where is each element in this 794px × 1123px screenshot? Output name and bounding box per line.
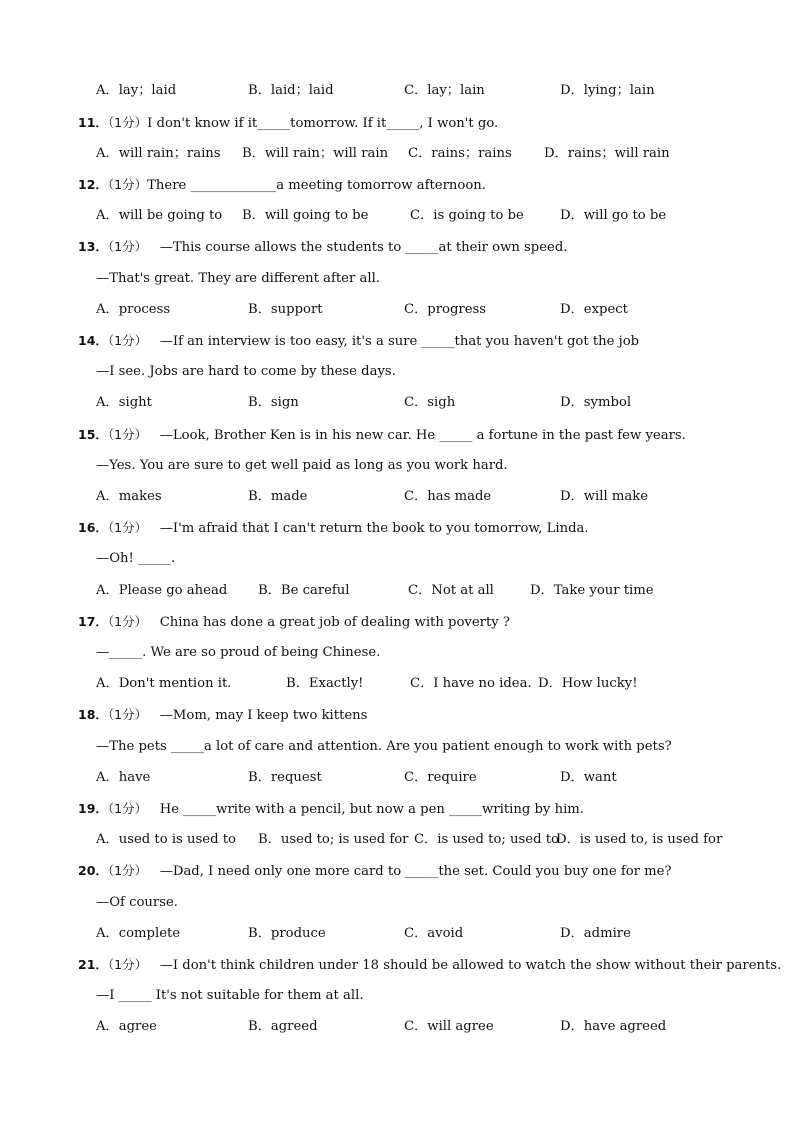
question-points: （1分） <box>107 614 148 629</box>
question-text: —Look, Brother Ken is in his new car. He _____ a fortune in the past few years. <box>159 428 686 443</box>
options-row-q17 <box>96 674 754 694</box>
options-row-q19 <box>96 830 754 850</box>
options-row-q14 <box>96 393 754 413</box>
question-14-reply <box>96 362 754 382</box>
option-c[interactable]: C．is used to; used to <box>414 832 559 847</box>
options-row-q12 <box>96 206 754 226</box>
question-number: 11． <box>78 115 108 130</box>
question-16-stem <box>78 518 754 538</box>
option-d[interactable]: D．lying；lain <box>560 83 655 98</box>
option-d[interactable]: D．have agreed <box>560 1019 667 1034</box>
question-16-reply <box>96 549 754 569</box>
question-number: 15． <box>78 427 108 442</box>
option-c[interactable]: C．rains；rains <box>408 146 512 161</box>
reply-text: —I _____ It's not suitable for them at all. <box>96 988 364 1003</box>
question-21-stem <box>78 955 782 975</box>
question-number: 21． <box>78 957 108 972</box>
question-points: （1分） <box>107 427 148 442</box>
question-18-stem <box>78 705 754 725</box>
option-c[interactable]: C．lay；lain <box>404 83 485 98</box>
option-b[interactable]: B．used to; is used for <box>258 832 409 847</box>
question-text: China has done a great job of dealing with poverty ? <box>159 615 510 630</box>
question-points: （1分） <box>107 177 148 192</box>
option-b[interactable]: B．will rain；will rain <box>242 146 389 161</box>
option-a[interactable]: A．will rain；rains <box>96 146 221 161</box>
option-d[interactable]: D．How lucky! <box>538 676 638 691</box>
question-number: 16． <box>78 520 108 535</box>
question-text: I don't know if it_____tomorrow. If it_____, I won't go. <box>147 116 499 131</box>
question-points: （1分） <box>107 333 148 348</box>
options-row-q21 <box>96 1017 754 1037</box>
option-c[interactable]: C．has made <box>404 489 492 504</box>
option-a[interactable]: A．process <box>96 302 171 317</box>
option-a[interactable]: A．will be going to <box>96 208 223 223</box>
options-row-q16 <box>96 581 754 601</box>
question-text: —Mom, may I keep two kittens <box>159 708 368 723</box>
question-number: 14． <box>78 333 108 348</box>
question-points: （1分） <box>107 957 148 972</box>
question-points: （1分） <box>107 239 148 254</box>
option-d[interactable]: D．symbol <box>560 395 632 410</box>
option-a[interactable]: A．used to is used to <box>96 832 236 847</box>
question-number: 12． <box>78 177 108 192</box>
option-d[interactable]: D．will make <box>560 489 649 504</box>
options-row-q20 <box>96 924 754 944</box>
question-points: （1分） <box>107 520 148 535</box>
question-13-reply <box>96 269 754 289</box>
option-b[interactable]: B．agreed <box>248 1019 318 1034</box>
option-d[interactable]: D．admire <box>560 926 631 941</box>
option-c[interactable]: C．avoid <box>404 926 464 941</box>
option-c[interactable]: C．I have no idea. <box>410 676 532 691</box>
reply-text: —I see. Jobs are hard to come by these days. <box>96 364 396 379</box>
options-row-q11 <box>96 144 754 164</box>
option-d[interactable]: D．will go to be <box>560 208 667 223</box>
question-text: He _____write with a pencil, but now a pen _____writing by him. <box>159 802 584 817</box>
option-a[interactable]: A．agree <box>96 1019 157 1034</box>
reply-text: —Of course. <box>96 895 178 910</box>
option-c[interactable]: C．sigh <box>404 395 456 410</box>
question-17-reply <box>96 643 754 663</box>
question-text: —If an interview is too easy, it's a sure _____that you haven't got the job <box>159 334 640 349</box>
question-18-reply <box>96 737 754 757</box>
option-b[interactable]: B．laid；laid <box>248 83 334 98</box>
option-d[interactable]: D．want <box>560 770 617 785</box>
reply-text: —Oh! _____. <box>96 551 176 566</box>
option-c[interactable]: C．Not at all <box>408 583 494 598</box>
question-text: —This course allows the students to _____at their own speed. <box>159 240 568 255</box>
option-b[interactable]: B．Be careful <box>258 583 350 598</box>
option-a[interactable]: A．complete <box>96 926 181 941</box>
option-c[interactable]: C．require <box>404 770 477 785</box>
question-number: 19． <box>78 801 108 816</box>
option-b[interactable]: B．request <box>248 770 322 785</box>
question-text: —I don't think children under 18 should be allowed to watch the show without their parents. <box>159 958 782 973</box>
options-row-q18 <box>96 768 754 788</box>
options-row-q10 <box>96 81 754 101</box>
question-text: —Dad, I need only one more card to _____the set. Could you buy one for me? <box>159 864 672 879</box>
option-d[interactable]: D．is used to, is used for <box>556 832 723 847</box>
question-15-reply <box>96 456 754 476</box>
option-a[interactable]: A．Please go ahead <box>96 583 228 598</box>
question-15-stem <box>78 425 754 445</box>
option-a[interactable]: A．makes <box>96 489 162 504</box>
option-b[interactable]: B．sign <box>248 395 299 410</box>
reply-text: —That's great. They are different after all. <box>96 271 380 286</box>
option-d[interactable]: D．Take your time <box>530 583 654 598</box>
question-points: （1分） <box>107 863 148 878</box>
question-19-stem <box>78 799 754 819</box>
option-c[interactable]: C．is going to be <box>410 208 524 223</box>
option-b[interactable]: B．Exactly! <box>286 676 364 691</box>
question-20-reply <box>96 893 754 913</box>
option-a[interactable]: A．have <box>96 770 151 785</box>
question-points: （1分） <box>107 801 148 816</box>
question-20-stem <box>78 861 754 881</box>
option-d[interactable]: D．rains；will rain <box>544 146 670 161</box>
options-row-q15 <box>96 487 754 507</box>
question-number: 20． <box>78 863 108 878</box>
option-b[interactable]: B．produce <box>248 926 326 941</box>
question-points: （1分） <box>107 115 148 130</box>
option-b[interactable]: B．will going to be <box>242 208 369 223</box>
option-b[interactable]: B．support <box>248 302 323 317</box>
option-c[interactable]: C．will agree <box>404 1019 494 1034</box>
option-d[interactable]: D．expect <box>560 302 628 317</box>
question-13-stem <box>78 237 754 257</box>
question-14-stem <box>78 331 754 351</box>
option-c[interactable]: C．progress <box>404 302 487 317</box>
option-a[interactable]: A．sight <box>96 395 152 410</box>
question-11-stem <box>78 113 754 133</box>
option-a[interactable]: A．lay；laid <box>96 83 177 98</box>
reply-text: —_____. We are so proud of being Chinese. <box>96 645 381 660</box>
option-a[interactable]: A．Don't mention it. <box>96 676 232 691</box>
question-21-reply <box>96 986 754 1006</box>
question-12-stem <box>78 175 754 195</box>
question-number: 17． <box>78 614 108 629</box>
question-text: —I'm afraid that I can't return the book to you tomorrow, Linda. <box>159 521 589 536</box>
option-b[interactable]: B．made <box>248 489 308 504</box>
reply-text: —Yes. You are sure to get well paid as long as you work hard. <box>96 458 508 473</box>
question-number: 18． <box>78 707 108 722</box>
question-text: There _____________a meeting tomorrow afternoon. <box>147 178 486 193</box>
question-number: 13． <box>78 239 108 254</box>
question-17-stem <box>78 612 754 632</box>
reply-text: —The pets _____a lot of care and attention. Are you patient enough to work with pets? <box>96 739 672 754</box>
question-points: （1分） <box>107 707 148 722</box>
options-row-q13 <box>96 300 754 320</box>
